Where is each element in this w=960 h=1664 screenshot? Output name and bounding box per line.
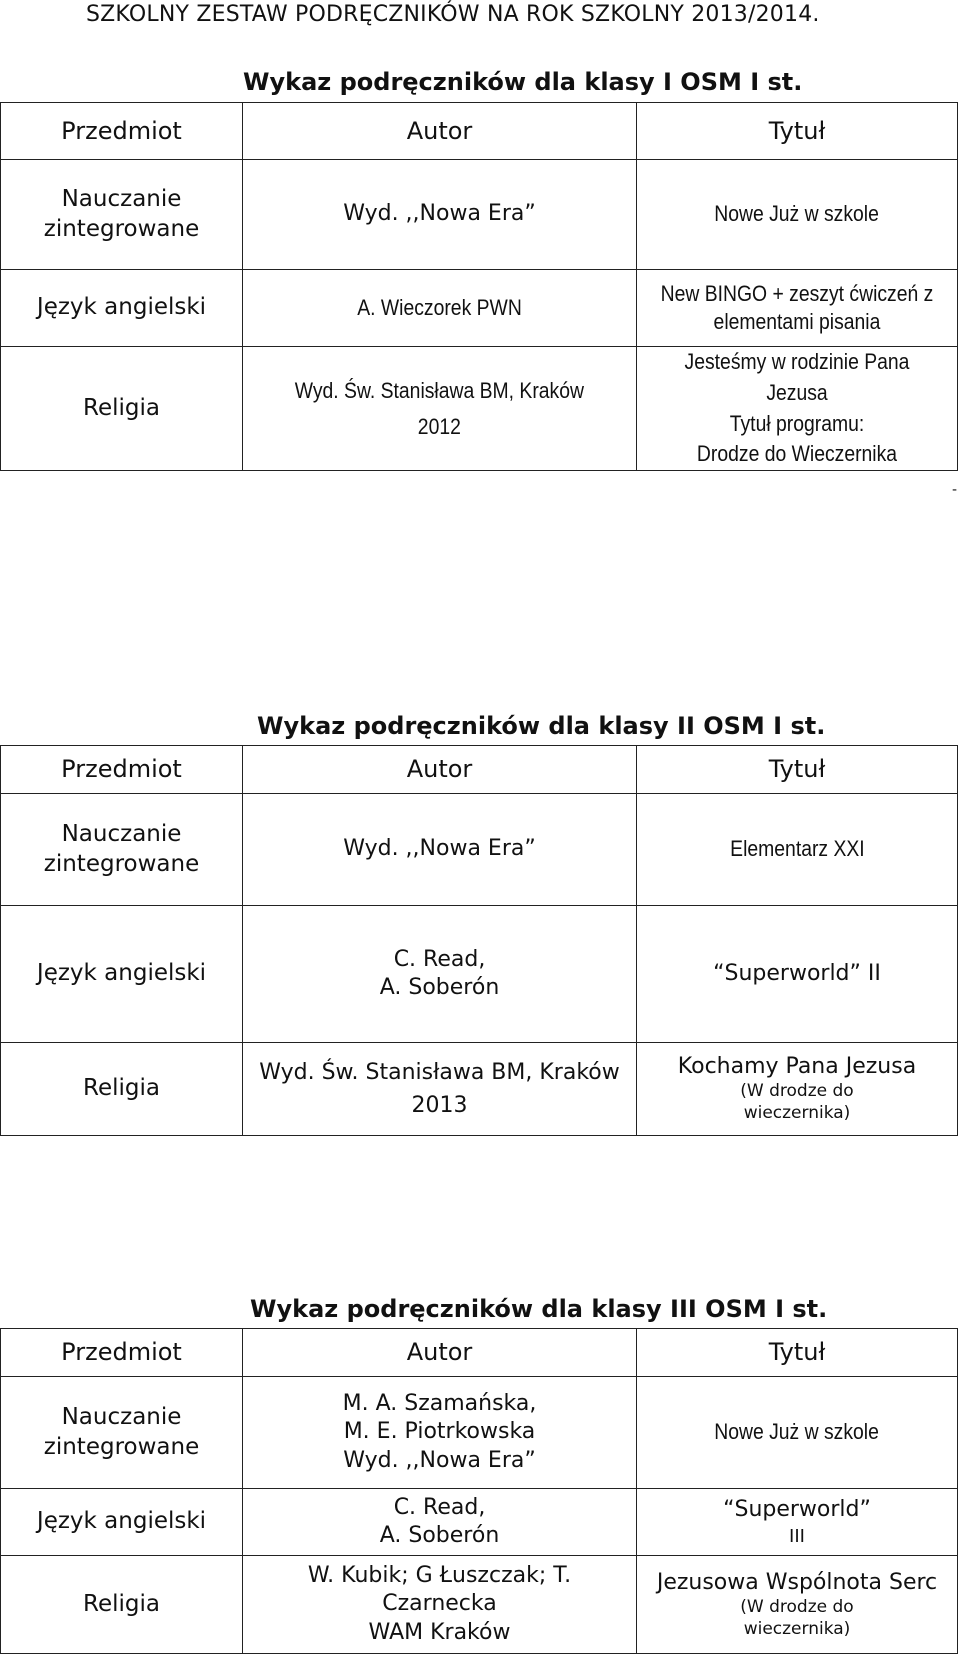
subject-cell: Religia	[1, 347, 243, 471]
author-cell: M. A. Szamańska, M. E. Piotrkowska Wyd. ,,Nowa Era”	[243, 1377, 637, 1489]
title-cell: Nowe Już w szkole	[637, 160, 958, 270]
title-cell: “Superworld” III	[637, 1489, 958, 1556]
subject-cell: Nauczanie zintegrowane	[1, 1377, 243, 1489]
author-cell: C. Read, A. Soberón	[243, 906, 637, 1043]
stray-mark: -	[952, 482, 958, 498]
title-cell: Nowe Już w szkole	[637, 1377, 958, 1489]
author-cell: Wyd. ,,Nowa Era”	[243, 160, 637, 270]
author-cell: W. Kubik; G Łuszczak; T. Czarnecka WAM Kraków	[243, 1556, 637, 1654]
header-row	[1, 103, 958, 160]
header-author: Autor	[243, 103, 637, 160]
table-row	[1, 794, 958, 906]
table-row	[1, 347, 958, 471]
header-title: Tytuł	[637, 1329, 958, 1377]
header-row	[1, 1329, 958, 1377]
header-subject: Przedmiot	[1, 746, 243, 794]
title-cell: Elementarz XXI	[637, 794, 958, 906]
table-row	[1, 1377, 958, 1489]
header-row	[1, 746, 958, 794]
header-subject: Przedmiot	[1, 1329, 243, 1377]
textbook-table	[0, 102, 958, 471]
header-title: Tytuł	[637, 103, 958, 160]
title-cell: “Superworld” II	[637, 906, 958, 1043]
header-author: Autor	[243, 1329, 637, 1377]
title-cell: Jezusowa Wspólnota Serc (W drodze do wieczernika)	[637, 1556, 958, 1654]
title-cell: Kochamy Pana Jezusa (W drodze do wieczernika)	[637, 1043, 958, 1136]
author-cell: Wyd. Św. Stanisława BM, Kraków 2013	[243, 1043, 637, 1136]
document-title: SZKOLNY ZESTAW PODRĘCZNIKÓW NA ROK SZKOLNY 2013/2014.	[86, 2, 820, 27]
subject-cell: Religia	[1, 1556, 243, 1654]
author-cell: C. Read, A. Soberón	[243, 1489, 637, 1556]
header-author: Autor	[243, 746, 637, 794]
section-heading: Wykaz podręczników dla klasy I OSM I st.	[243, 68, 803, 96]
header-title: Tytuł	[637, 746, 958, 794]
table-row	[1, 906, 958, 1043]
author-cell: Wyd. Św. Stanisława BM, Kraków 2012	[243, 347, 637, 471]
section-heading: Wykaz podręczników dla klasy II OSM I st.	[257, 712, 826, 740]
subject-cell: Język angielski	[1, 1489, 243, 1556]
table-row	[1, 270, 958, 347]
subject-cell: Nauczanie zintegrowane	[1, 160, 243, 270]
section-heading: Wykaz podręczników dla klasy III OSM I st.	[250, 1295, 828, 1323]
textbook-table	[0, 745, 958, 1136]
table-row	[1, 1043, 958, 1136]
subject-cell: Język angielski	[1, 270, 243, 347]
table-row	[1, 1489, 958, 1556]
title-cell: New BINGO + zeszyt ćwiczeń z elementami pisania	[637, 270, 958, 347]
subject-cell: Religia	[1, 1043, 243, 1136]
title-cell: Jesteśmy w rodzinie Pana Jezusa Tytuł programu: Drodze do Wieczernika	[637, 347, 958, 471]
author-cell: A. Wieczorek PWN	[243, 270, 637, 347]
header-subject: Przedmiot	[1, 103, 243, 160]
table-row	[1, 1556, 958, 1654]
table-row	[1, 160, 958, 270]
subject-cell: Nauczanie zintegrowane	[1, 794, 243, 906]
subject-cell: Język angielski	[1, 906, 243, 1043]
textbook-table	[0, 1328, 958, 1654]
author-cell: Wyd. ,,Nowa Era”	[243, 794, 637, 906]
